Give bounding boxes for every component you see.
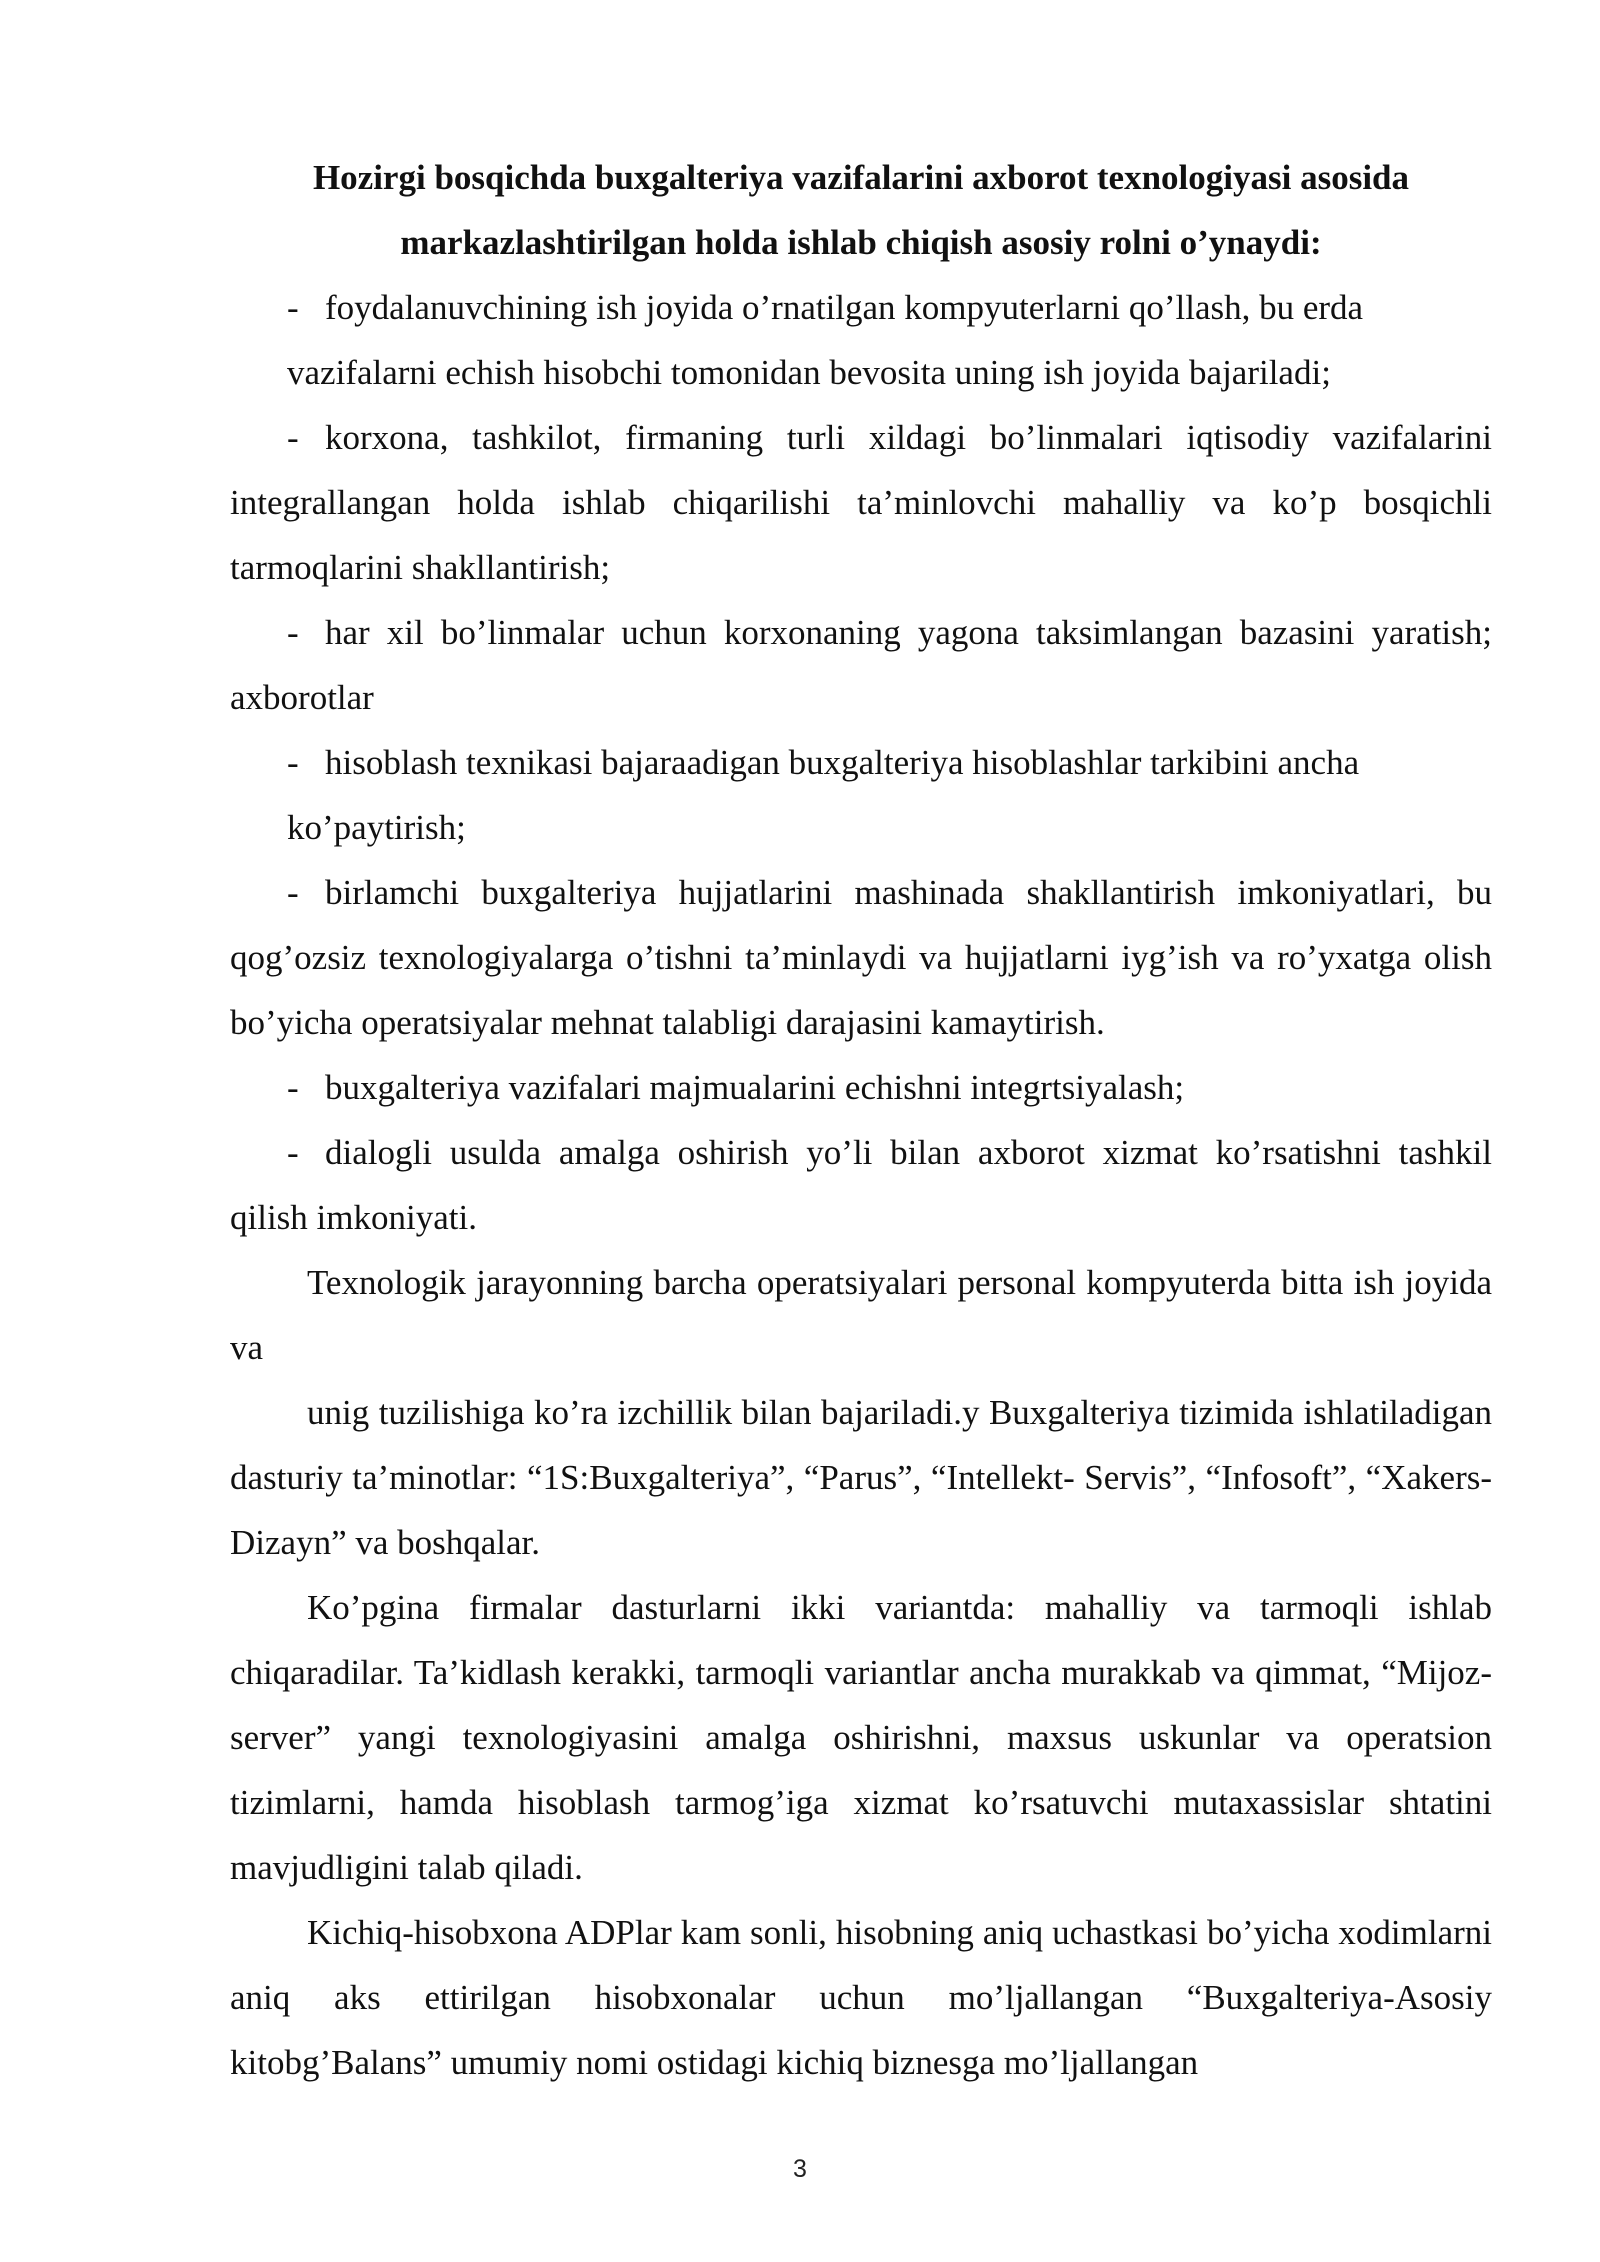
body-paragraph: Ko’pgina firmalar dasturlarni ikki variantda: mahalliy va tarmoqli ishlab chiqaradilar. Ta’kidlash kerakki, tarmoqli variantlar ancha murakkab va qimmat, “Mijoz-server” yangi texnologiyasini amalga oshirishni, maxsus uskunlar va operatsion tizimlarni, hamda hisoblash tarmog’iga xizmat ko’rsatuvchi mutaxassislar shtatini mavjudligini talab qiladi. bbox=[230, 1588, 1492, 1887]
bullet-dash: - bbox=[287, 613, 299, 652]
body-paragraph: Texnologik jarayonning barcha operatsiyalari personal kompyuterda bitta ish joyida va bbox=[230, 1263, 1492, 1367]
bullet-text: buxgalteriya vazifalari majmualarini echishni integrtsiyalash; bbox=[325, 1068, 1185, 1107]
bullet-dash: - bbox=[287, 743, 299, 782]
bullet-dash: - bbox=[287, 1133, 299, 1172]
bullet-text: korxona, tashkilot, firmaning turli xildagi bo’linmalari iqtisodiy vazifalarini integrallangan holda ishlab chiqarilishi ta’minlovchi mahalliy va ko’p bosqichli tarmoqlarini shakllantirish; bbox=[230, 418, 1492, 587]
heading-line-2: markazlashtirilgan holda ishlab chiqish asosiy rolni o’ynaydi: bbox=[400, 223, 1322, 262]
page-number: 3 bbox=[793, 2155, 807, 2183]
body-paragraph: unig tuzilishiga ko’ra izchillik bilan bajariladi.y Buxgalteriya tizimida ishlatiladigan dasturiy ta’minotlar: “1S:Buxgalteriya”, “Parus”, “Intellekt- Servis”, “Infosoft”, “Xakers-Dizayn” va boshqalar. bbox=[230, 1393, 1492, 1562]
bullet-text: dialogli usulda amalga oshirish yo’li bilan axborot xizmat ko’rsatishni tashkil qilish imkoniyati. bbox=[230, 1133, 1492, 1237]
bullet-item bbox=[230, 275, 1492, 405]
document-page bbox=[230, 145, 1492, 2095]
heading-line-1: Hozirgi bosqichda buxgalteriya vazifalarini axborot texnologiyasi asosida bbox=[312, 158, 1410, 197]
bullet-item bbox=[230, 600, 1492, 730]
bullet-text: birlamchi buxgalteriya hujjatlarini mashinada shakllantirish imkoniyatlari, bu qog’ozsiz texnologiyalarga o’tishni ta’minlaydi va hujjatlarni iyg’ish va ro’yxatga olish bo’yicha operatsiyalar mehnat talabligi darajasini kamaytirish. bbox=[230, 873, 1492, 1042]
bullet-item bbox=[230, 405, 1492, 600]
bullet-item bbox=[230, 730, 1492, 860]
bullet-text: foydalanuvchining ish joyida o’rnatilgan kompyuterlarni qo’llash, bu erda vazifalarni echish hisobchi tomonidan bevosita uning ish joyida bajariladi; bbox=[287, 288, 1364, 392]
bullet-text: har xil bo’linmalar uchun korxonaning yagona taksimlangan bazasini yaratish; axborotlar bbox=[230, 613, 1492, 717]
bullet-item bbox=[230, 1055, 1492, 1120]
bullet-dash: - bbox=[287, 288, 299, 327]
body-paragraph: Kichiq-hisobxona ADPlar kam sonli, hisobning aniq uchastkasi bo’yicha xodimlarni aniq aks ettirilgan hisobxonalar uchun mo’ljallangan “Buxgalteriya-Asosiy kitobg’Balans” umumiy nomi ostidagi kichiq biznesga mo’ljallangan bbox=[230, 1913, 1492, 2082]
bullet-dash: - bbox=[287, 1068, 299, 1107]
bullet-text: hisoblash texnikasi bajaraadigan buxgalteriya hisoblashlar tarkibini ancha ko’paytirish; bbox=[287, 743, 1360, 847]
document-heading bbox=[230, 145, 1492, 275]
bullet-item bbox=[230, 860, 1492, 1055]
bullet-item bbox=[230, 1120, 1492, 1250]
bullet-dash: - bbox=[287, 873, 299, 912]
bullet-dash: - bbox=[287, 418, 299, 457]
